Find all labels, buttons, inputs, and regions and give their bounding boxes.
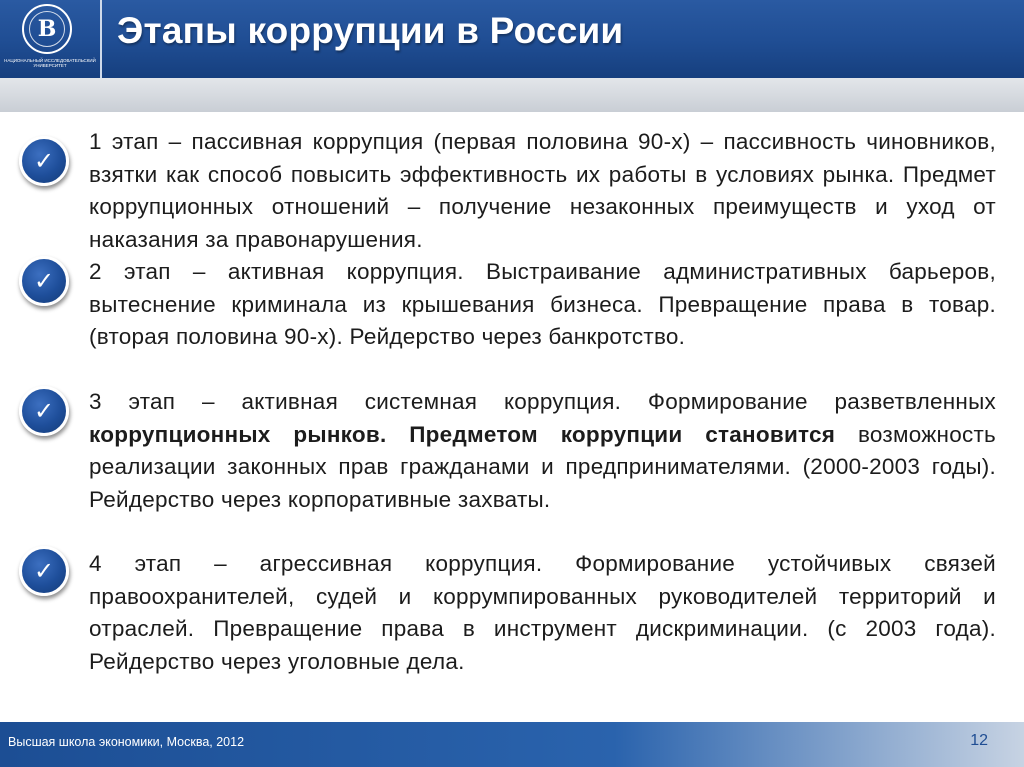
checkmark-icon: ✓ (19, 546, 69, 596)
slide-title: Этапы коррупции в России (117, 10, 624, 51)
stage-3-text (89, 386, 996, 516)
logo-caption: НАЦИОНАЛЬНЫЙ ИССЛЕДОВАТЕЛЬСКИЙ УНИВЕРСИТЕТ (4, 58, 96, 68)
stage-3-text-end: возможность реализации законных прав гражданами и предпринимателями. (2000-2003 годы). Рейдерство через корпоративные захваты. (89, 421, 996, 512)
footer-caption: Высшая школа экономики, Москва, 2012 (8, 735, 245, 749)
checkmark-icon: ✓ (19, 256, 69, 306)
header-subbar (0, 78, 1024, 112)
stage-1-text: 1 этап – пассивная коррупция (первая половина 90-х) – пассивность чиновников, взятки как способ повысить эффективность их работы в условиях рынка. Предмет коррупционных отношений – получение незаконных преимуществ и уход от наказания за правонарушения. (89, 129, 996, 252)
checkmark-icon: ✓ (19, 136, 69, 186)
logo-letter: В (37, 16, 57, 42)
stage-3-text-bold: коррупционных рынков. Предметом коррупции становится (89, 421, 836, 447)
slide-header (0, 0, 1024, 78)
checkmark-icon: ✓ (19, 386, 69, 436)
logo-emblem-icon (22, 4, 72, 54)
slide-footer (0, 722, 1024, 767)
page-number: 12 (970, 732, 988, 749)
university-logo (0, 0, 102, 78)
stage-3-text-start: 3 этап – активная системная коррупция. Формирование разветвленных (89, 389, 996, 414)
stage-4-text: 4 этап – агрессивная коррупция. Формирование устойчивых связей правоохранителей, судей и коррумпированных руководителей территорий и отраслей. Превращение права в инструмент дискриминации. (с 2003 года). Рейдерство через уголовные дела. (89, 551, 996, 674)
stage-2-text: 2 этап – активная коррупция. Выстраивание административных барьеров, вытеснение криминала из крышевания бизнеса. Превращение права в товар. (вторая половина 90-х). Рейдерство через банкротство. (89, 259, 996, 349)
